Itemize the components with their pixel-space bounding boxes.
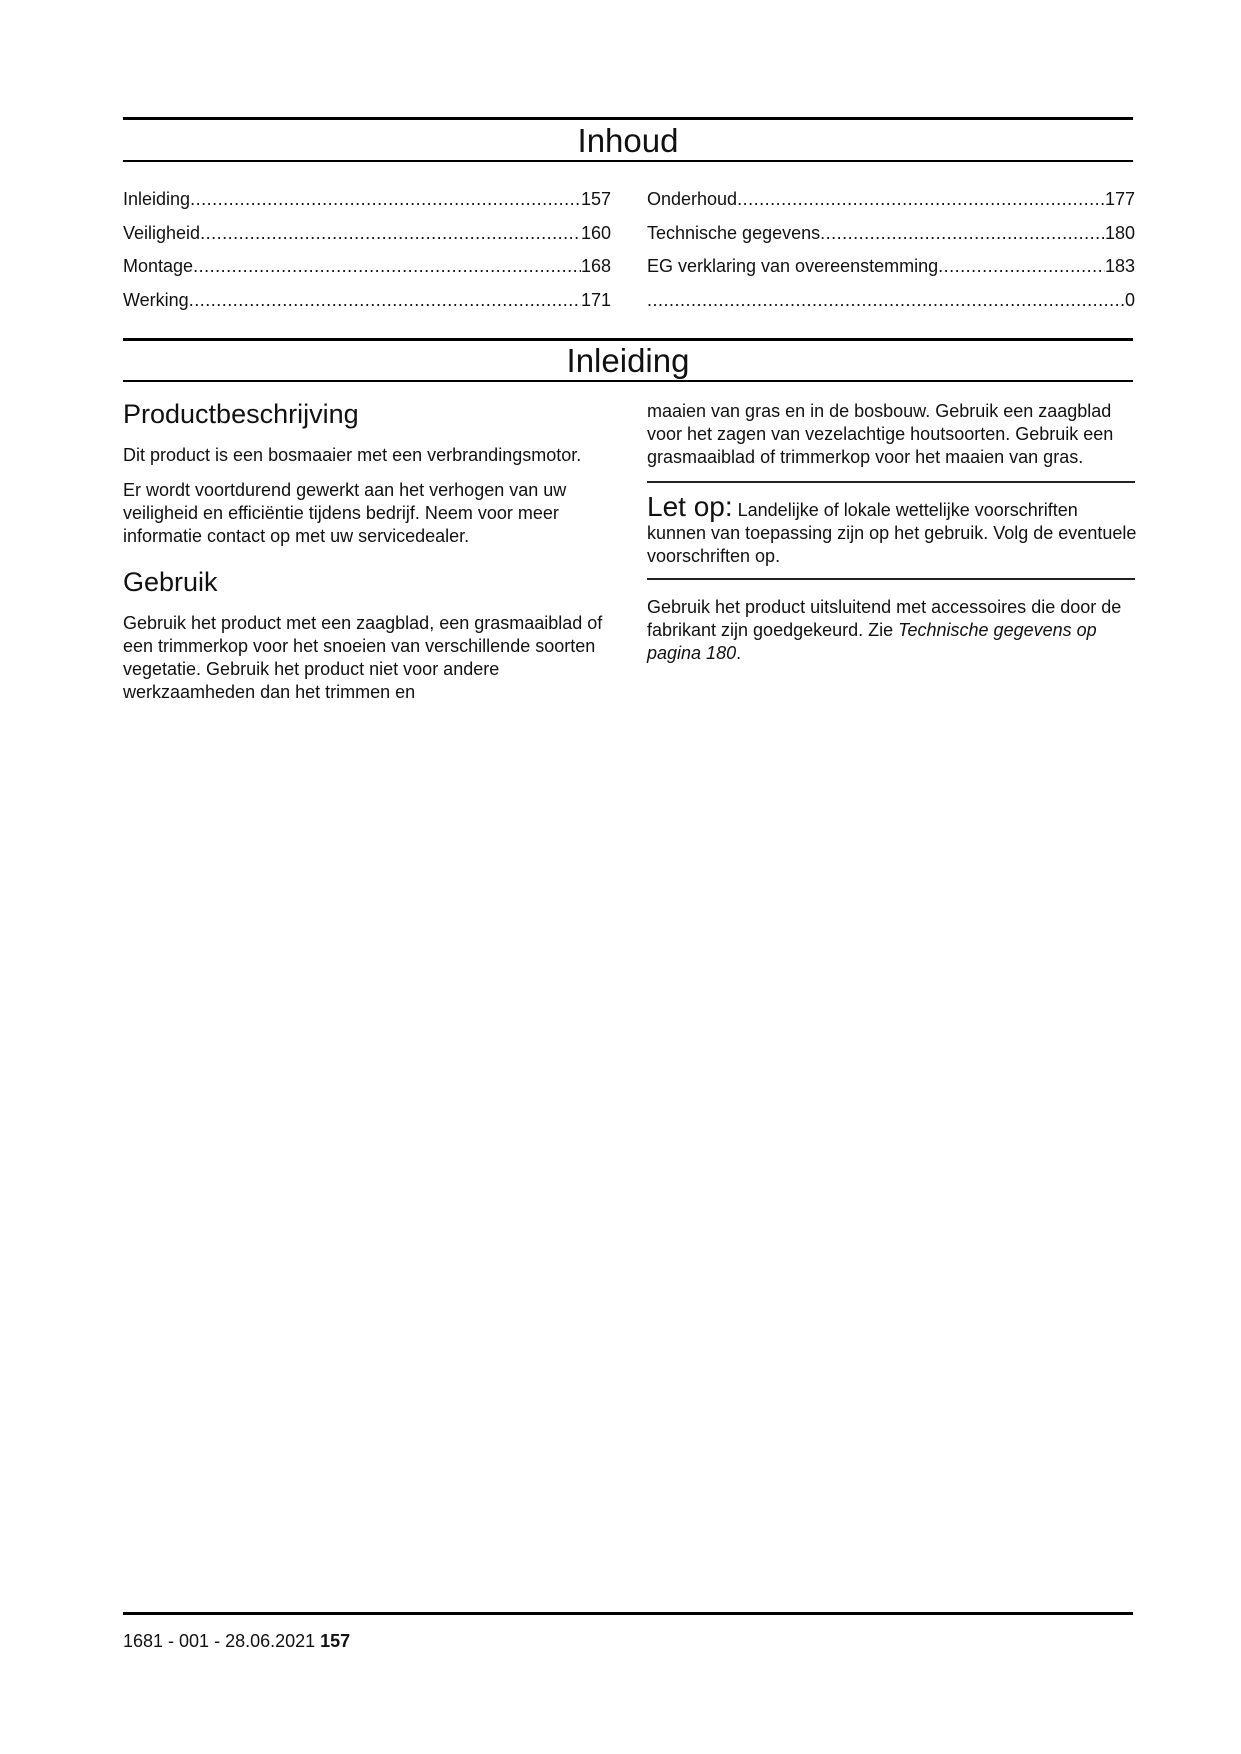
footer-rule	[123, 1612, 1133, 1615]
productbeschrijving-paragraph-1: Dit product is een bosmaaier met een verbrandingsmotor.	[123, 445, 582, 465]
page	[123, 0, 1137, 1754]
toc-title-rule	[123, 160, 1133, 162]
toc-entry[interactable]: ..... 0	[647, 289, 1135, 323]
gebruik-paragraph: Gebruik het product met een zaagblad, een grasmaaiblad of een trimmerkop voor het snoeien van verschillende soorten vegetatie. Gebruik het product niet voor andere werkzaamheden dan het trimmen en	[123, 613, 603, 702]
toc-entry[interactable]: Veiligheid ..... 160	[123, 222, 611, 256]
footer	[123, 1630, 350, 1652]
intro-title-rule	[123, 380, 1133, 382]
technische-gegevens-link[interactable]: Technische gegevens op pagina 180	[647, 620, 1097, 663]
toc-entry[interactable]: Technische gegevens ..... 180	[647, 222, 1135, 256]
footer-page-number: 157	[320, 1631, 351, 1651]
note-bottom-rule	[647, 578, 1135, 580]
note-label: Let op:	[647, 491, 733, 522]
productbeschrijving-heading: Productbeschrijving	[123, 399, 359, 429]
gebruik-paragraph-continued: maaien van gras en in de bosbouw. Gebruik een zaagblad voor het zagen van vezelachtige houtsoorten. Gebruik een grasmaaiblad of trimmerkop voor het maaien van gras.	[647, 401, 1114, 467]
intro-column-left	[123, 398, 613, 716]
note-top-rule	[647, 481, 1135, 483]
intro-column-right	[647, 400, 1137, 677]
toc-entry[interactable]: EG verklaring van overeenstemming ..... 183	[647, 255, 1135, 289]
toc-column-right	[647, 188, 1135, 322]
toc-entry[interactable]: Inleiding ..... 157	[123, 188, 611, 222]
toc-entry[interactable]: Onderhoud ..... 177	[647, 188, 1135, 222]
toc-entry[interactable]: Montage ..... 168	[123, 255, 611, 289]
toc-entry[interactable]: Werking ..... 171	[123, 289, 611, 323]
toc-top-rule	[123, 117, 1133, 120]
toc-column-left	[123, 188, 611, 322]
accessories-paragraph: Gebruik het product uitsluitend met accessoires die door de fabrikant zijn goedgekeurd. Zie Technische gegevens op pagina 180.	[647, 597, 1122, 663]
productbeschrijving-paragraph-2: Er wordt voortdurend gewerkt aan het verhogen van uw veiligheid en efficiëntie tijdens bedrijf. Neem voor meer informatie contact op met uw servicedealer.	[123, 480, 567, 546]
note-text: Landelijke of lokale wettelijke voorschriften kunnen van toepassing zijn op het gebruik. Volg de eventuele voorschriften op.	[647, 500, 1137, 566]
intro-title: Inleiding	[566, 342, 690, 379]
note-box	[647, 493, 1137, 568]
footer-doc-info: 1681 - 001 - 28.06.2021	[123, 1631, 321, 1651]
toc-title: Inhoud	[577, 122, 679, 159]
gebruik-heading: Gebruik	[123, 567, 218, 597]
